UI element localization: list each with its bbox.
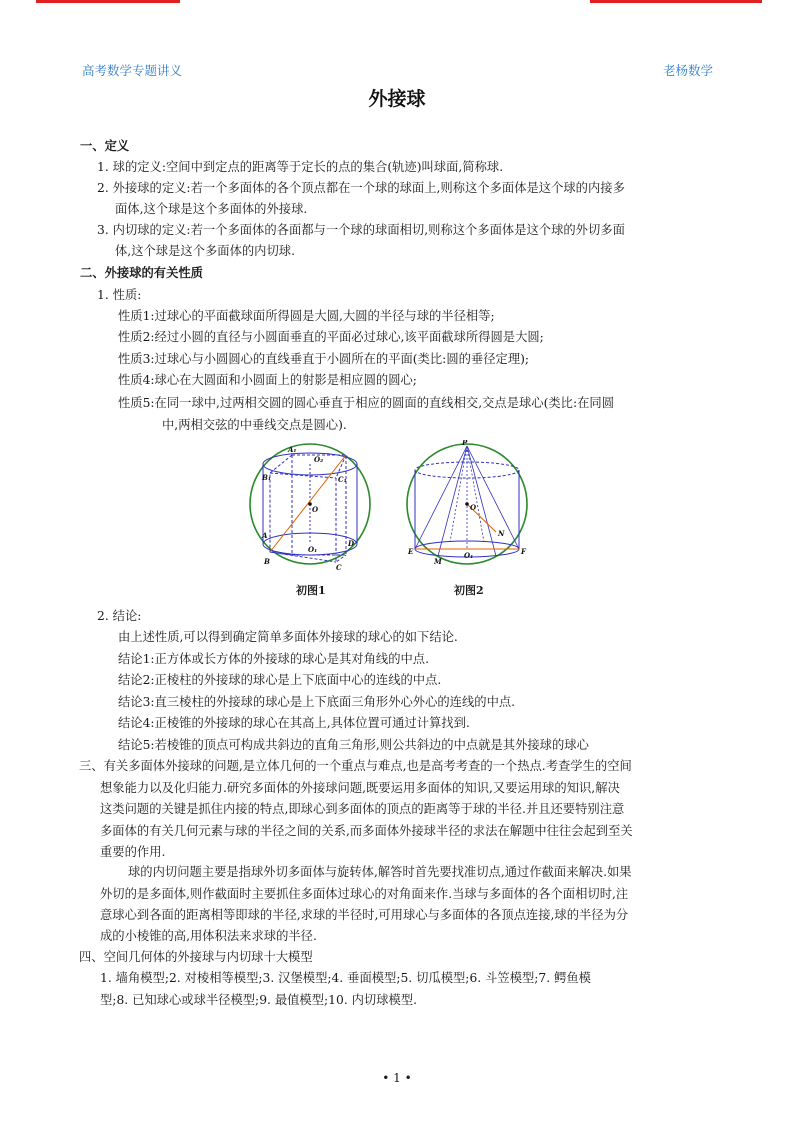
- section-2-heading: 二、外接球的有关性质: [80, 265, 203, 280]
- page-number: • 1 •: [382, 1071, 412, 1085]
- paragraph-line: 想象能力以及化归能力.研究多面体的外接球问题,既要运用多面体的知识,又要运用球的知识,解决: [100, 781, 620, 795]
- property-line: 性质3:过球心与小圆圆心的直线垂直于小圆所在的平面(类比:圆的垂径定理);: [118, 352, 530, 366]
- fig1-label: O: [312, 505, 319, 514]
- figure-drawings: [248, 440, 548, 600]
- conclusion-line: 结论5:若棱锥的顶点可构成共斜边的直角三角形,则公共斜边的中点就是其外接球的球心: [118, 738, 589, 752]
- fig2-label: P: [462, 440, 468, 447]
- fig1-label: B: [264, 557, 270, 566]
- fig2-label: O: [470, 503, 477, 512]
- paragraph-line: 多面体的有关几何元素与球的半径之间的关系,而多面体外接球半径的求法在解题中往往会起到至关: [100, 824, 633, 838]
- page-title: 外接球: [368, 88, 426, 110]
- fig1-label: A₁: [288, 445, 297, 454]
- fig2-label: F: [521, 547, 526, 556]
- conclusion-line: 结论1:正方体或长方体的外接球的球心是其对角线的中点.: [118, 652, 430, 666]
- paragraph-line: 这类问题的关键是抓住内接的特点,即球心到多面体的顶点的距离等于球的半径.并且还要特别注意: [100, 802, 625, 816]
- fig2-label: M: [434, 557, 442, 566]
- section-4-heading: 四、空间几何体的外接球与内切球十大模型: [79, 950, 313, 964]
- model-list-line: 1. 墙角模型;2. 对棱相等模型;3. 汉堡模型;4. 垂面模型;5. 切瓜模型;6. 斗笠模型;7. 鳄鱼模: [100, 971, 591, 985]
- figure-2-caption: 初图2: [454, 584, 484, 597]
- figure-1: [250, 444, 370, 572]
- paragraph-line: 重要的作用.: [100, 845, 166, 859]
- property-line: 性质2:经过小圆的直径与小圆面垂直的平面必过球心,该平面截球所得圆是大圆;: [118, 330, 544, 344]
- subheading: 1. 性质:: [97, 288, 142, 302]
- paragraph-line: 意球心到各面的距离相等即球的半径,求球的半径时,可用球心与多面体的各顶点连接,球的半径为分: [100, 908, 629, 922]
- def-line: 体,这个球是这个多面体的内切球.: [115, 244, 295, 258]
- property-line: 中,两相交弦的中垂线交点是圆心).: [162, 418, 347, 432]
- conclusion-line: 结论4:正棱锥的外接球的球心在其高上,具体位置可通过计算找到.: [118, 716, 470, 730]
- header-left: 高考数学专题讲义: [82, 63, 183, 78]
- conclusion-line: 由上述性质,可以得到确定简单多面体外接球的球心的如下结论.: [118, 630, 458, 644]
- section-1-heading: 一、定义: [80, 138, 130, 153]
- property-line: 性质5:在同一球中,过两相交圆的圆心垂直于相应的圆面的直线相交,交点是球心(类比:在同圆: [118, 396, 615, 410]
- conclusion-line: 结论2:正棱柱的外接球的球心是上下底面中心的连线的中点.: [118, 673, 442, 687]
- paragraph-line: 三、有关多面体外接球的问题,是立体几何的一个重点与难点,也是高考考查的一个热点.考查学生的空间: [79, 759, 632, 773]
- fig2-label: E: [408, 547, 414, 556]
- header-right: 老杨数学: [663, 63, 714, 78]
- fig1-label: C₁: [338, 475, 347, 484]
- def-line: 3. 内切球的定义:若一个多面体的各面都与一个球的球面相切,则称这个多面体是这个球的外切多面: [97, 223, 625, 237]
- property-line: 性质1:过球心的平面截球面所得圆是大圆,大圆的半径与球的半径相等;: [118, 309, 495, 323]
- model-list-line: 型;8. 已知球心或球半径模型;9. 最值模型;10. 内切球模型.: [100, 993, 418, 1007]
- figure-2: [407, 440, 527, 566]
- top-accent-bar-left: [36, 0, 180, 3]
- paragraph-line: 球的内切问题主要是指球外切多面体与旋转体,解答时首先要找准切点,通过作截面来解决.如果: [128, 865, 632, 879]
- top-accent-bar-right: [590, 0, 762, 3]
- fig1-label: O₂: [314, 455, 324, 464]
- def-line: 2. 外接球的定义:若一个多面体的各个顶点都在一个球的球面上,则称这个多面体是这个球的内接多: [97, 181, 625, 195]
- paragraph-line: 外切的是多面体,则作截面时主要抓住多面体过球心的对角面来作.当球与多面体的各个面相切时,注: [100, 887, 629, 901]
- paragraph-line: 成的小棱锥的高,用体积法来求球的半径.: [100, 929, 317, 943]
- conclusion-line: 结论3:直三棱柱的外接球的球心是上下底面三角形外心外心的连线的中点.: [118, 695, 516, 709]
- figures: [248, 440, 548, 600]
- def-line: 面体,这个球是这个多面体的外接球.: [115, 202, 308, 216]
- property-line: 性质4:球心在大圆面和小圆面上的射影是相应圆的圆心;: [118, 373, 417, 387]
- subheading: 2. 结论:: [97, 609, 142, 623]
- fig1-label: B₁: [262, 473, 271, 482]
- fig1-label: C: [336, 563, 342, 572]
- fig1-label: A: [262, 531, 268, 540]
- fig1-label: D: [348, 539, 355, 548]
- def-line: 1. 球的定义:空间中到定点的距离等于定长的点的集合(轨迹)叫球面,简称球.: [97, 160, 504, 174]
- fig2-label: O₁: [464, 551, 474, 560]
- fig2-label: N: [498, 529, 505, 538]
- figure-1-caption: 初图1: [296, 584, 326, 597]
- fig1-label: O₁: [308, 545, 318, 554]
